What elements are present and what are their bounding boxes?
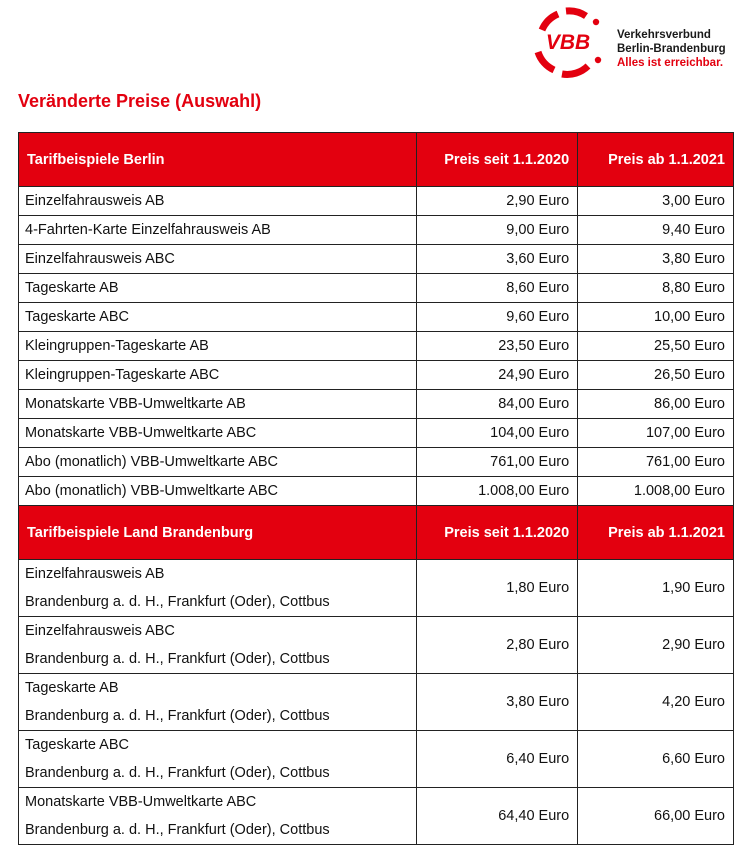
- price-2020-cell: 1.008,00 Euro: [417, 477, 578, 506]
- table-row: [19, 274, 734, 303]
- price-2020-cell: 104,00 Euro: [417, 419, 578, 448]
- ticket-name: Tageskarte AB: [25, 280, 119, 296]
- ticket-name: Monatskarte VBB-Umweltkarte ABC: [25, 794, 257, 810]
- ticket-area: Brandenburg a. d. H., Frankfurt (Oder), Cottbus: [25, 594, 330, 610]
- berlin-header-row: [19, 133, 734, 187]
- ticket-name-cell: [19, 332, 417, 361]
- page-title: Veränderte Preise (Auswahl): [18, 91, 262, 111]
- price-2021-cell: 26,50 Euro: [578, 361, 734, 390]
- ticket-name: Abo (monatlich) VBB-Umweltkarte ABC: [25, 483, 279, 499]
- price-2020-cell: 3,80 Euro: [417, 674, 578, 731]
- table-row: [19, 303, 734, 332]
- table-row: [19, 448, 734, 477]
- berlin-header-title: Tarifbeispiele Berlin: [19, 133, 417, 187]
- vbb-logo-text: [617, 28, 726, 70]
- ticket-name: Tageskarte ABC: [25, 309, 129, 325]
- price-2021-cell: 3,00 Euro: [578, 187, 734, 216]
- ticket-name-cell: [19, 674, 417, 731]
- table-row: [19, 419, 734, 448]
- table-row: [19, 674, 734, 731]
- price-2021-cell: 2,90 Euro: [578, 617, 734, 674]
- price-2020-cell: 6,40 Euro: [417, 731, 578, 788]
- price-2021-cell: 66,00 Euro: [578, 788, 734, 845]
- ticket-name-cell: [19, 303, 417, 332]
- price-2021-cell: 4,20 Euro: [578, 674, 734, 731]
- ticket-name-cell: [19, 477, 417, 506]
- price-2020-cell: 1,80 Euro: [417, 560, 578, 617]
- berlin-header-price-2020: Preis seit 1.1.2020: [417, 133, 578, 187]
- price-2020-cell: 84,00 Euro: [417, 390, 578, 419]
- ticket-name: Einzelfahrausweis AB: [25, 193, 165, 209]
- price-2021-cell: 107,00 Euro: [578, 419, 734, 448]
- price-2021-cell: 86,00 Euro: [578, 390, 734, 419]
- vbb-logo: [528, 6, 750, 78]
- ticket-name: 4-Fahrten-Karte Einzelfahrausweis AB: [25, 222, 271, 238]
- logo-slogan: Alles ist erreichbar.: [617, 57, 724, 69]
- ticket-name-cell: [19, 788, 417, 845]
- table-row: [19, 560, 734, 617]
- ticket-area: Brandenburg a. d. H., Frankfurt (Oder), Cottbus: [25, 651, 330, 667]
- ticket-name-cell: [19, 245, 417, 274]
- table-row: [19, 332, 734, 361]
- table-row: [19, 477, 734, 506]
- vbb-logo-mark-icon: [528, 6, 608, 78]
- ticket-name: Einzelfahrausweis ABC: [25, 251, 175, 267]
- ticket-name-cell: [19, 187, 417, 216]
- ticket-name: Kleingruppen-Tageskarte ABC: [25, 367, 220, 383]
- price-2020-cell: 2,90 Euro: [417, 187, 578, 216]
- ticket-name-cell: [19, 560, 417, 617]
- logo-line-1: Verkehrsverbund: [617, 29, 711, 41]
- ticket-area: Brandenburg a. d. H., Frankfurt (Oder), Cottbus: [25, 708, 330, 724]
- table-row: [19, 187, 734, 216]
- price-2020-cell: 3,60 Euro: [417, 245, 578, 274]
- brandenburg-header-price-2021: Preis ab 1.1.2021: [578, 506, 734, 560]
- price-2020-cell: 23,50 Euro: [417, 332, 578, 361]
- price-2020-cell: 2,80 Euro: [417, 617, 578, 674]
- table-row: [19, 617, 734, 674]
- ticket-name: Monatskarte VBB-Umweltkarte AB: [25, 396, 246, 412]
- table-row: [19, 245, 734, 274]
- price-2020-cell: 24,90 Euro: [417, 361, 578, 390]
- price-2021-cell: 1,90 Euro: [578, 560, 734, 617]
- ticket-name: Abo (monatlich) VBB-Umweltkarte ABC: [25, 454, 279, 470]
- table-row: [19, 731, 734, 788]
- ticket-name: Einzelfahrausweis ABC: [25, 623, 175, 639]
- ticket-name-cell: [19, 390, 417, 419]
- price-2020-cell: 9,60 Euro: [417, 303, 578, 332]
- brandenburg-header-row: [19, 506, 734, 560]
- price-2020-cell: 761,00 Euro: [417, 448, 578, 477]
- price-2020-cell: 64,40 Euro: [417, 788, 578, 845]
- ticket-name-cell: [19, 361, 417, 390]
- price-2020-cell: 8,60 Euro: [417, 274, 578, 303]
- ticket-name-cell: [19, 419, 417, 448]
- price-table-body: [19, 133, 734, 845]
- table-row: [19, 788, 734, 845]
- ticket-name-cell: [19, 731, 417, 788]
- price-2021-cell: 8,80 Euro: [578, 274, 734, 303]
- berlin-header-price-2021: Preis ab 1.1.2021: [578, 133, 734, 187]
- ticket-area: Brandenburg a. d. H., Frankfurt (Oder), Cottbus: [25, 765, 330, 781]
- brandenburg-header-title: Tarifbeispiele Land Brandenburg: [19, 506, 417, 560]
- price-2021-cell: 9,40 Euro: [578, 216, 734, 245]
- ticket-area: Brandenburg a. d. H., Frankfurt (Oder), Cottbus: [25, 822, 330, 838]
- price-2021-cell: 3,80 Euro: [578, 245, 734, 274]
- price-2020-cell: 9,00 Euro: [417, 216, 578, 245]
- ticket-name: Kleingruppen-Tageskarte AB: [25, 338, 209, 354]
- ticket-name-cell: [19, 216, 417, 245]
- ticket-name: Tageskarte ABC: [25, 737, 129, 753]
- ticket-name-cell: [19, 448, 417, 477]
- logo-line-2: Berlin-Brandenburg: [617, 43, 726, 55]
- price-2021-cell: 6,60 Euro: [578, 731, 734, 788]
- table-row: [19, 390, 734, 419]
- price-2021-cell: 10,00 Euro: [578, 303, 734, 332]
- price-table: [18, 132, 734, 845]
- price-2021-cell: 1.008,00 Euro: [578, 477, 734, 506]
- ticket-name-cell: [19, 274, 417, 303]
- table-row: [19, 361, 734, 390]
- brandenburg-header-price-2020: Preis seit 1.1.2020: [417, 506, 578, 560]
- ticket-name: Tageskarte AB: [25, 680, 119, 696]
- vbb-logo-mark-text: VBB: [545, 31, 591, 54]
- price-2021-cell: 25,50 Euro: [578, 332, 734, 361]
- ticket-name: Monatskarte VBB-Umweltkarte ABC: [25, 425, 257, 441]
- table-row: [19, 216, 734, 245]
- ticket-name-cell: [19, 617, 417, 674]
- ticket-name: Einzelfahrausweis AB: [25, 566, 165, 582]
- price-2021-cell: 761,00 Euro: [578, 448, 734, 477]
